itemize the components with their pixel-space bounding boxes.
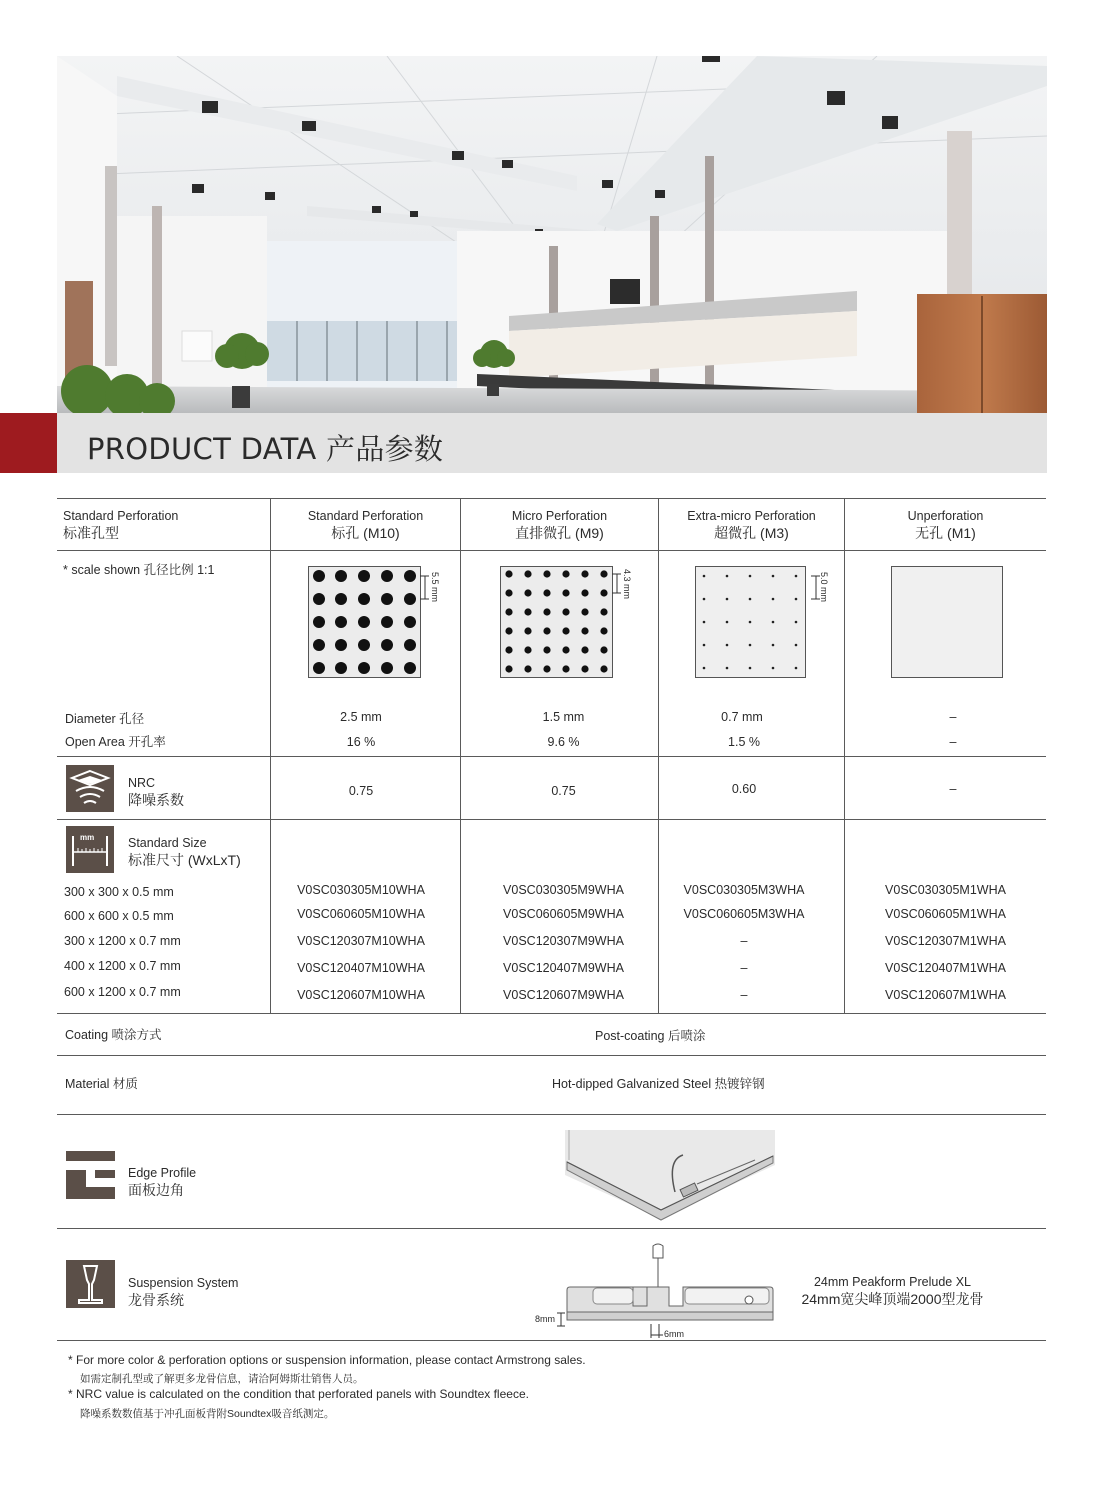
table-rule <box>57 1013 1046 1014</box>
open-area-label: Open Area 开孔率 <box>65 735 166 749</box>
section-title-band <box>57 413 1047 473</box>
table-rule <box>57 1340 1046 1341</box>
table-rule <box>57 1228 1046 1229</box>
table-rule <box>57 550 1046 551</box>
footnote: 如需定制孔型或了解更多龙骨信息，请洽阿姆斯壮销售人员。 <box>80 1373 364 1385</box>
nrc-icon <box>66 765 114 812</box>
dim-height-label: 8mm <box>535 1314 555 1324</box>
product-code: V0SC030305M1WHA <box>885 883 1006 897</box>
suspension-drawing <box>533 1240 778 1340</box>
perforation-sample-m10 <box>308 566 448 680</box>
nrc-label: NRC 降噪系数 <box>128 776 184 808</box>
product-code: V0SC060605M1WHA <box>885 907 1006 921</box>
nrc-value: 0.60 <box>731 782 757 796</box>
table-rule <box>57 756 1046 757</box>
column-header-m3: Extra-micro Perforation 超微孔 (M3) <box>687 509 816 541</box>
product-code: V0SC120607M9WHA <box>503 988 624 1002</box>
column-header-m1: Unperforation 无孔 (M1) <box>907 509 984 541</box>
pitch-label-m10: 5.5 mm <box>430 572 440 603</box>
scale-note: * scale shown 孔径比例 1:1 <box>63 563 215 577</box>
column-header-m9: Micro Perforation 直排微孔 (M9) <box>511 509 608 541</box>
column-header-m10: Standard Perforation 标孔 (M10) <box>307 509 424 541</box>
hero-photo <box>57 56 1047 413</box>
product-code: – <box>740 961 748 975</box>
perforation-sample-m3 <box>695 566 835 680</box>
footnote: 降噪系数数值基于冲孔面板背附Soundtex吸音纸测定。 <box>80 1408 335 1420</box>
nrc-value: 0.75 <box>551 784 576 798</box>
suspension-description: 24mm Peakform Prelude XL 24mm宽尖峰顶端2000型龙骨 <box>801 1275 984 1307</box>
diameter-value: 0.7 mm <box>721 710 763 724</box>
product-code: V0SC030305M9WHA <box>503 883 624 897</box>
edge-profile-icon <box>66 1151 115 1199</box>
accent-tab <box>0 413 57 473</box>
diameter-value: – <box>949 710 957 724</box>
size-icon <box>66 826 114 873</box>
nrc-value: 0.75 <box>348 784 374 798</box>
product-code: V0SC120607M10WHA <box>297 988 425 1002</box>
coating-value: Post-coating 后喷涂 <box>595 1029 706 1043</box>
table-rule <box>57 498 1046 499</box>
product-code: V0SC030305M3WHA <box>683 883 805 897</box>
material-label: Material 材质 <box>65 1077 138 1091</box>
edge-profile-label: Edge Profile 面板边角 <box>128 1166 197 1198</box>
pitch-label-m3: 5.0 mm <box>819 572 829 603</box>
suspension-label: Suspension System 龙骨系统 <box>128 1276 239 1308</box>
open-area-value: 16 % <box>346 735 376 749</box>
size-label: Standard Size 标准尺寸 (WxLxT) <box>128 836 241 868</box>
open-area-value: 1.5 % <box>728 735 760 749</box>
open-area-value: 9.6 % <box>547 735 580 749</box>
size-row-label: 600 x 1200 x 0.7 mm <box>64 985 181 999</box>
diameter-value: 1.5 mm <box>542 710 585 724</box>
product-code: V0SC120307M10WHA <box>297 934 425 948</box>
dim-width-label: 6mm <box>664 1329 684 1339</box>
product-code: – <box>740 934 748 948</box>
table-rule <box>57 1114 1046 1115</box>
product-code: V0SC120607M1WHA <box>885 988 1006 1002</box>
open-area-value: – <box>949 735 957 749</box>
size-icon-text: mm <box>80 833 95 842</box>
product-code: V0SC120307M1WHA <box>885 934 1006 948</box>
product-code: V0SC060605M3WHA <box>683 907 805 921</box>
pitch-label-m9: 4.3 mm <box>622 569 632 600</box>
suspension-icon <box>66 1260 115 1308</box>
edge-profile-drawing <box>565 1130 775 1222</box>
perforation-sample-m9 <box>500 566 640 680</box>
material-value: Hot-dipped Galvanized Steel 热镀锌钢 <box>552 1077 765 1091</box>
perforation-sample-m1 <box>891 566 1003 678</box>
nrc-value: – <box>949 782 957 796</box>
product-code: V0SC120307M9WHA <box>503 934 624 948</box>
size-row-label: 300 x 300 x 0.5 mm <box>64 885 174 899</box>
size-row-label: 400 x 1200 x 0.7 mm <box>64 959 181 973</box>
product-code: V0SC060605M9WHA <box>503 907 624 921</box>
product-code: V0SC060605M10WHA <box>297 907 425 921</box>
footnote: * NRC value is calculated on the condition that perforated panels with Soundtex fleece. <box>68 1387 529 1401</box>
footnote: * For more color & perforation options or suspension information, please contact Armstrong sales. <box>68 1353 586 1367</box>
row-label-perforation: Standard Perforation 标准孔型 <box>63 509 179 541</box>
product-code: V0SC030305M10WHA <box>297 883 425 897</box>
table-rule <box>57 1055 1046 1056</box>
product-code: V0SC120407M9WHA <box>503 961 624 975</box>
section-title: PRODUCT DATA 产品参数 <box>87 432 444 466</box>
coating-label: Coating 喷涂方式 <box>65 1028 162 1042</box>
diameter-label: Diameter 孔径 <box>65 712 145 726</box>
product-code: V0SC120407M10WHA <box>297 961 425 975</box>
table-rule <box>57 819 1046 820</box>
diameter-value: 2.5 mm <box>340 710 382 724</box>
product-code: V0SC120407M1WHA <box>885 961 1006 975</box>
size-row-label: 600 x 600 x 0.5 mm <box>64 909 174 923</box>
product-code: – <box>740 988 748 1002</box>
size-row-label: 300 x 1200 x 0.7 mm <box>64 934 181 948</box>
